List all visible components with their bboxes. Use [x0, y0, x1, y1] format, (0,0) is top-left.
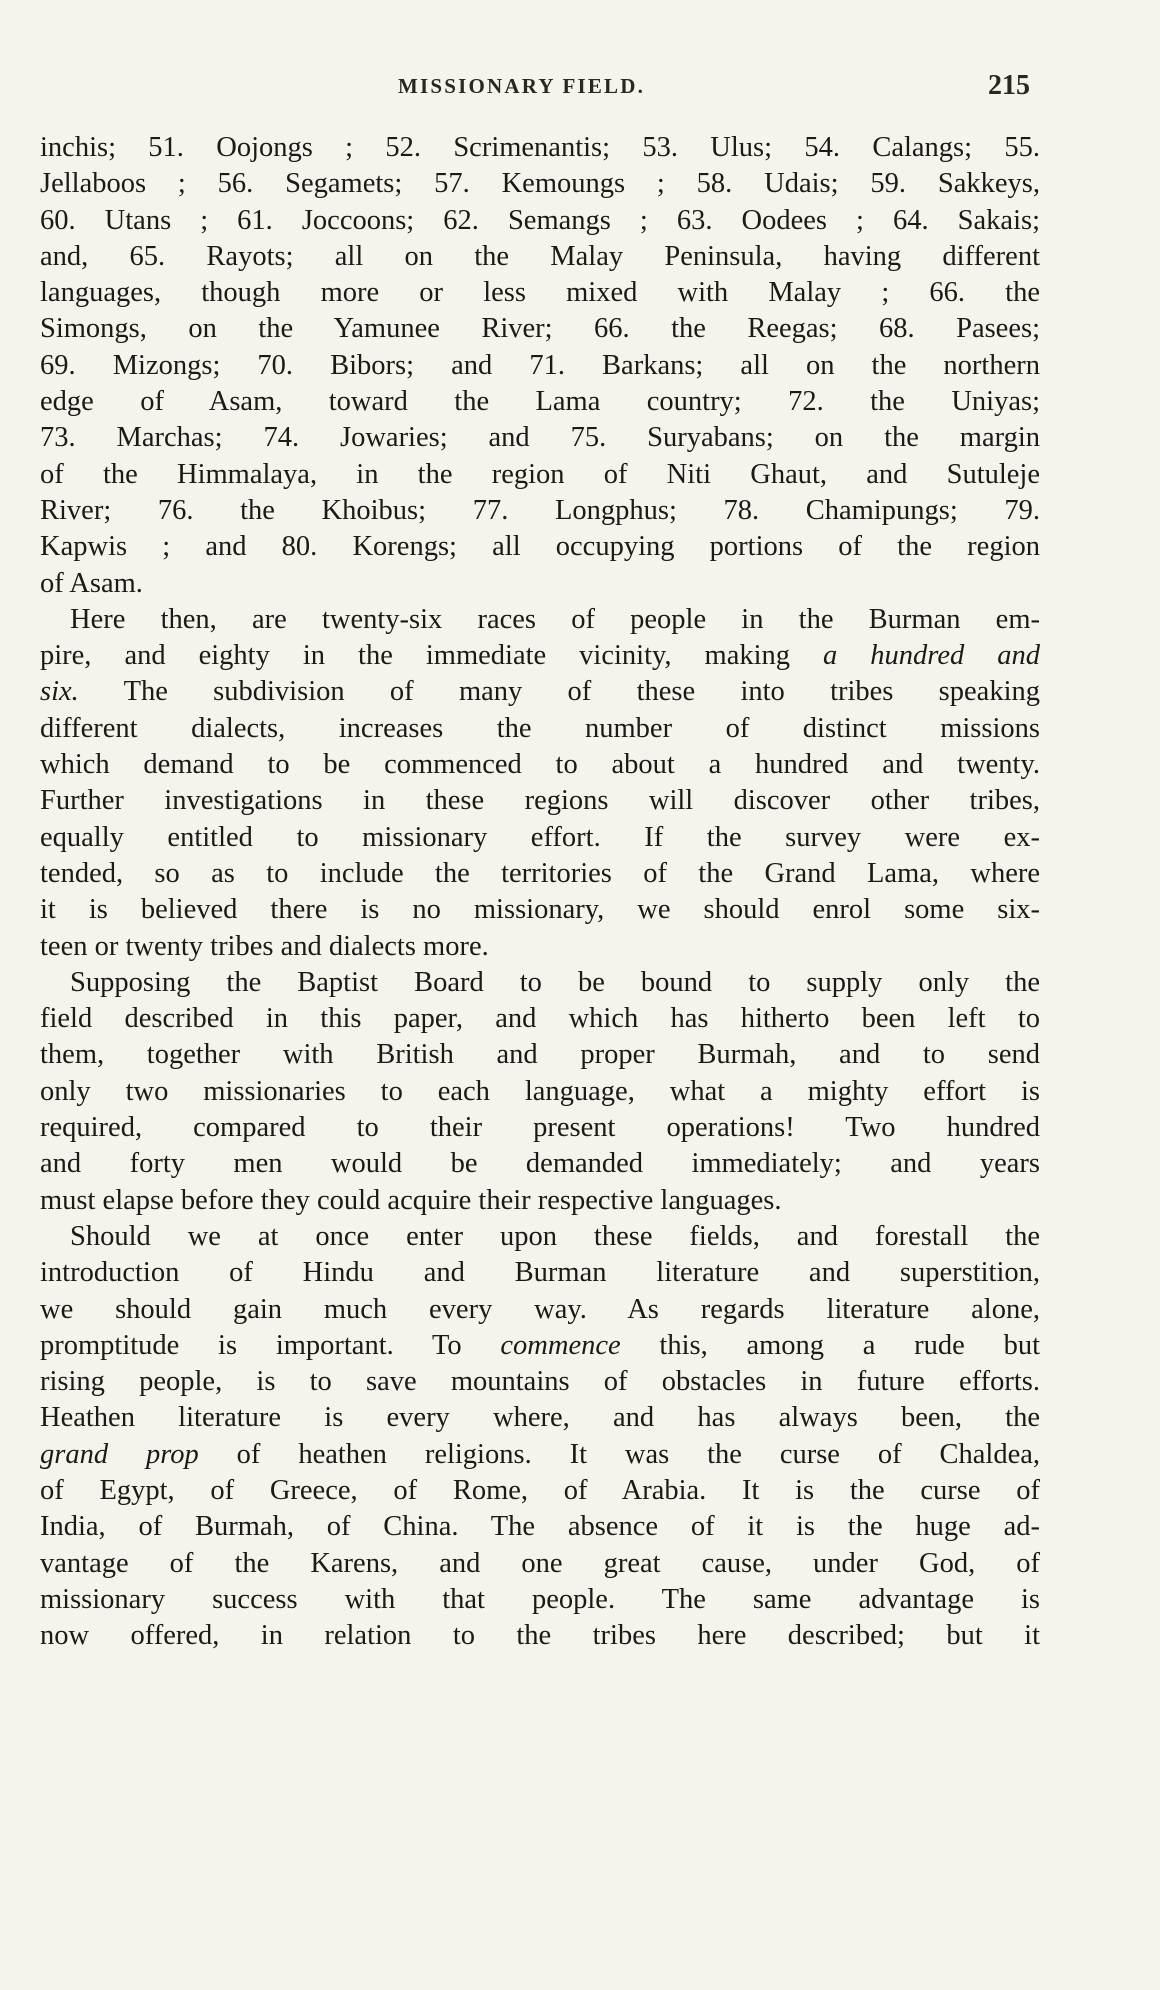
text-line: and, 65. Rayots; all on the Malay Peninsula, having different [40, 240, 1040, 272]
italic-run: grand prop [40, 1438, 199, 1470]
text-line: which demand to be commenced to about a hundred and twenty. [40, 749, 1040, 781]
text-line: of Egypt, of Greece, of Rome, of Arabia. It is the curse of [40, 1474, 1040, 1506]
text-line: field described in this paper, and which has hitherto been left to [40, 1003, 1040, 1035]
text-line: different dialects, increases the number of distinct missions [40, 712, 1040, 744]
text-line: Kapwis ; and 80. Korengs; all occupying portions of the region [40, 531, 1040, 563]
paragraph [40, 965, 1040, 1219]
text-line: teen or twenty tribes and dialects more. [40, 930, 489, 962]
text-line: Here then, are twenty-six races of people in the Burman em- [70, 603, 1040, 635]
text-line: rising people, is to save mountains of obstacles in future efforts. [40, 1366, 1040, 1398]
text-line: it is believed there is no missionary, we should enrol some six- [40, 894, 1040, 926]
text-line: required, compared to their present operations! Two hundred [40, 1112, 1040, 1144]
text-run: this, among a rude but [620, 1329, 1040, 1361]
italic-run: six. [40, 676, 79, 708]
text-line: India, of Burmah, of China. The absence of it is the huge ad- [40, 1511, 1040, 1543]
text-line [40, 1328, 1040, 1364]
italic-run: a hundred and [823, 640, 1040, 672]
text-line: now offered, in relation to the tribes here described; but it [40, 1620, 1040, 1652]
text-line: Heathen literature is every where, and has always been, the [40, 1402, 1040, 1434]
text-line: inchis; 51. Oojongs ; 52. Scrimenantis; 53. Ulus; 54. Calangs; 55. [40, 132, 1040, 163]
text-line: Jellaboos ; 56. Segamets; 57. Kemoungs ; 58. Udais; 59. Sakkeys, [40, 168, 1040, 200]
paragraph [40, 602, 1040, 965]
text-line [40, 1437, 1040, 1473]
text-line: vantage of the Karens, and one great cause, under God, of [40, 1547, 1040, 1579]
text-line: introduction of Hindu and Burman literature and superstition, [40, 1257, 1040, 1289]
text-line: we should gain much every way. As regards literature alone, [40, 1293, 1040, 1325]
text-line: only two missionaries to each language, what a mighty effort is [40, 1075, 1040, 1107]
text-line: edge of Asam, toward the Lama country; 72. the Uniyas; [40, 386, 1040, 418]
text-line: equally entitled to missionary effort. If the survey were ex- [40, 821, 1040, 853]
text-line: Further investigations in these regions will discover other tribes, [40, 785, 1040, 817]
text-line [40, 674, 1040, 710]
text-line: 73. Marchas; 74. Jowaries; and 75. Suryabans; on the margin [40, 422, 1040, 454]
paragraph [40, 1219, 1040, 1655]
text-run: promptitude is important. To [40, 1329, 501, 1361]
text-line: missionary success with that people. The same advantage is [40, 1583, 1040, 1615]
text-run: pire, and eighty in the immediate vicinity, making [40, 640, 824, 672]
text-line: River; 76. the Khoibus; 77. Longphus; 78. Chamipungs; 79. [40, 494, 1040, 526]
text-line: 69. Mizongs; 70. Bibors; and 71. Barkans; all on the northern [40, 349, 1040, 381]
paragraph [40, 130, 1040, 602]
text-line: 60. Utans ; 61. Joccoons; 62. Semangs ; 63. Oodees ; 64. Sakais; [40, 204, 1040, 236]
text-line: Simongs, on the Yamunee River; 66. the Reegas; 68. Pasees; [40, 313, 1040, 345]
text-line: of Asam. [40, 567, 143, 599]
text-line: languages, though more or less mixed with Malay ; 66. the [40, 277, 1040, 309]
text-line [40, 638, 1040, 674]
text-line: Should we at once enter upon these fields, and forestall the [70, 1220, 1040, 1252]
page-number: 215 [988, 70, 1030, 101]
text-run: of heathen religions. It was the curse of Chaldea, [198, 1438, 1040, 1470]
text-line: Supposing the Baptist Board to be bound to supply only the [70, 966, 1040, 998]
text-run: The subdivision of many of these into tribes speaking [78, 676, 1040, 708]
text-line: and forty men would be demanded immediately; and years [40, 1148, 1040, 1180]
running-head: MISSIONARY FIELD. [398, 74, 646, 98]
text-line: them, together with British and proper Burmah, and to send [40, 1039, 1040, 1071]
italic-run: commence [500, 1329, 621, 1361]
text-line: of the Himmalaya, in the region of Niti Ghaut, and Sutuleje [40, 458, 1040, 490]
text-line: must elapse before they could acquire their respective languages. [40, 1184, 782, 1216]
body-text [40, 130, 1040, 1654]
text-line: tended, so as to include the territories of the Grand Lama, where [40, 857, 1040, 889]
